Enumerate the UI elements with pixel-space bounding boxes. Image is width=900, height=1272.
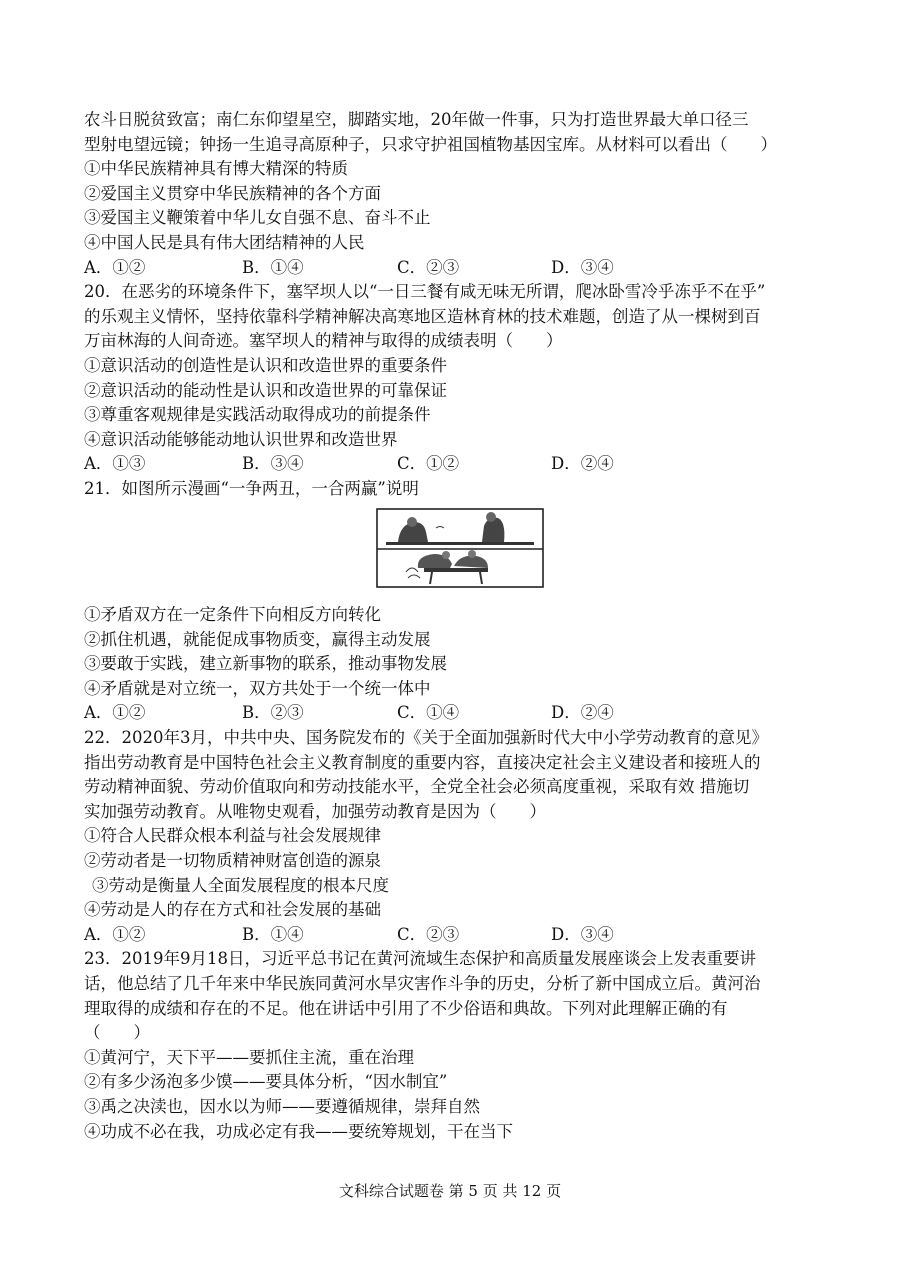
q19-option-a: A．①②	[84, 257, 146, 277]
q22-option-d: D．③④	[551, 924, 614, 944]
q22-statement: ①符合人民群众根本利益与社会发展规律	[84, 826, 381, 846]
q19-statement: ③爱国主义鞭策着中华儿女自强不息、奋斗不止	[84, 208, 431, 228]
q21-statement: ④矛盾就是对立统一，双方共处于一个统一体中	[84, 678, 431, 698]
q20-statement: ③尊重客观规律是实践活动取得成功的前提条件	[84, 405, 431, 425]
q20-stem: 万亩林海的人间奇迹。塞罕坝人的精神与取得的成绩表明（ ）	[84, 331, 563, 351]
q19-option-d: D．③④	[551, 257, 614, 277]
q19-option-c: C．②③	[397, 257, 460, 277]
q21-options	[84, 701, 824, 726]
q20-options	[84, 452, 824, 477]
q19-options	[84, 256, 824, 281]
q19-statement: ④中国人民是具有伟大团结精神的人民	[84, 232, 365, 252]
cartoon-image	[376, 508, 544, 588]
intro-line: 型射电望远镜；钟扬一生追寻高原种子，只求守护祖国植物基因宝库。从材料可以看出（ ）	[84, 134, 777, 154]
q22-statement: ④劳动是人的存在方式和社会发展的基础	[84, 900, 381, 920]
q20-stem: 20．在恶劣的环境条件下，塞罕坝人以“一日三餐有咸无味无所谓，爬冰卧雪冷乎冻乎不在乎”	[84, 282, 766, 302]
q22-options	[84, 923, 824, 948]
q22-stem: 劳动精神面貌、劳动价值取向和劳动技能水平，全党全社会必须高度重视，采取有效 措施切	[84, 777, 750, 797]
q20-option-d: D．②④	[551, 454, 614, 474]
exam-page	[84, 108, 824, 1144]
q22-stem: 22．2020年3月，中共中央、国务院发布的《关于全面加强新时代大中小学劳动教育的意见》	[84, 728, 768, 748]
q22-stem: 指出劳动教育是中国特色社会主义教育制度的重要内容，直接决定社会主义建设者和接班人的	[84, 752, 761, 772]
q23-statement: ①黄河宁，天下平——要抓住主流，重在治理	[84, 1047, 414, 1067]
page-footer: 文科综合试题卷 第 5 页 共 12 页	[338, 1182, 562, 1200]
q23-statement: ③禹之决渎也，因水以为师——要遵循规律，崇拜自然	[84, 1096, 480, 1116]
q20-option-c: C．①②	[397, 454, 460, 474]
q20-option-b: B．③④	[242, 454, 304, 474]
q23-statement: ④功成不必在我，功成必定有我——要统筹规划，干在当下	[84, 1121, 513, 1141]
q19-option-b: B．①④	[242, 257, 304, 277]
q21-option-a: A．①②	[84, 703, 146, 723]
q20-statement: ①意识活动的创造性是认识和改造世界的重要条件	[84, 355, 447, 375]
q23-statement: ②有多少汤泡多少馍——要具体分析，“因水制宜”	[84, 1072, 448, 1092]
q23-stem: （ ）	[84, 1023, 150, 1043]
q21-stem: 21．如图所示漫画“一争两丑，一合两赢”说明	[84, 478, 419, 498]
q21-statement: ③要敢于实践，建立新事物的联系，推动事物发展	[84, 654, 447, 674]
q22-statement: ②劳动者是一切物质精神财富创造的源泉	[84, 851, 381, 871]
q22-statement: ③劳动是衡量人全面发展程度的根本尺度	[92, 875, 389, 895]
q20-option-a: A．①③	[84, 454, 146, 474]
q19-statement: ②爱国主义贯穿中华民族精神的各个方面	[84, 183, 381, 203]
intro-line: 农斗日脱贫致富；南仁东仰望星空，脚踏实地，20年做一件事，只为打造世界最大单口径三	[84, 110, 749, 129]
q21-option-d: D．②④	[551, 703, 614, 723]
q20-statement: ②意识活动的能动性是认识和改造世界的可靠保证	[84, 380, 447, 400]
q19-statement: ①中华民族精神具有博大精深的特质	[84, 159, 348, 179]
q22-stem: 实加强劳动教育。从唯物史观看，加强劳动教育是因为（ ）	[84, 801, 546, 821]
q23-stem: 理取得的成绩和存在的不足。他在讲话中引用了不少俗语和典故。下列对此理解正确的有	[84, 998, 728, 1018]
q21-statement: ①矛盾双方在一定条件下向相反方向转化	[84, 605, 381, 625]
q21-option-c: C．①④	[397, 703, 460, 723]
q23-stem: 23．2019年9月18日，习近平总书记在黄河流域生态保护和高质量发展座谈会上发表重要讲	[84, 949, 756, 969]
q21-statement: ②抓住机遇，就能促成事物质变，赢得主动发展	[84, 629, 431, 649]
q20-stem: 的乐观主义情怀，坚持依靠科学精神解决高寒地区造林育林的技术难题，创造了从一棵树到百	[84, 306, 761, 326]
q23-stem: 话，他总结了几千年来中华民族同黄河水旱灾害作斗争的历史，分析了新中国成立后。黄河治	[84, 974, 761, 993]
q21-option-b: B．②③	[242, 703, 304, 723]
q22-option-b: B．①④	[242, 924, 304, 944]
q22-option-c: C．②③	[397, 924, 460, 944]
q22-option-a: A．①②	[84, 924, 146, 944]
q20-statement: ④意识活动能够能动地认识世界和改造世界	[84, 429, 398, 449]
